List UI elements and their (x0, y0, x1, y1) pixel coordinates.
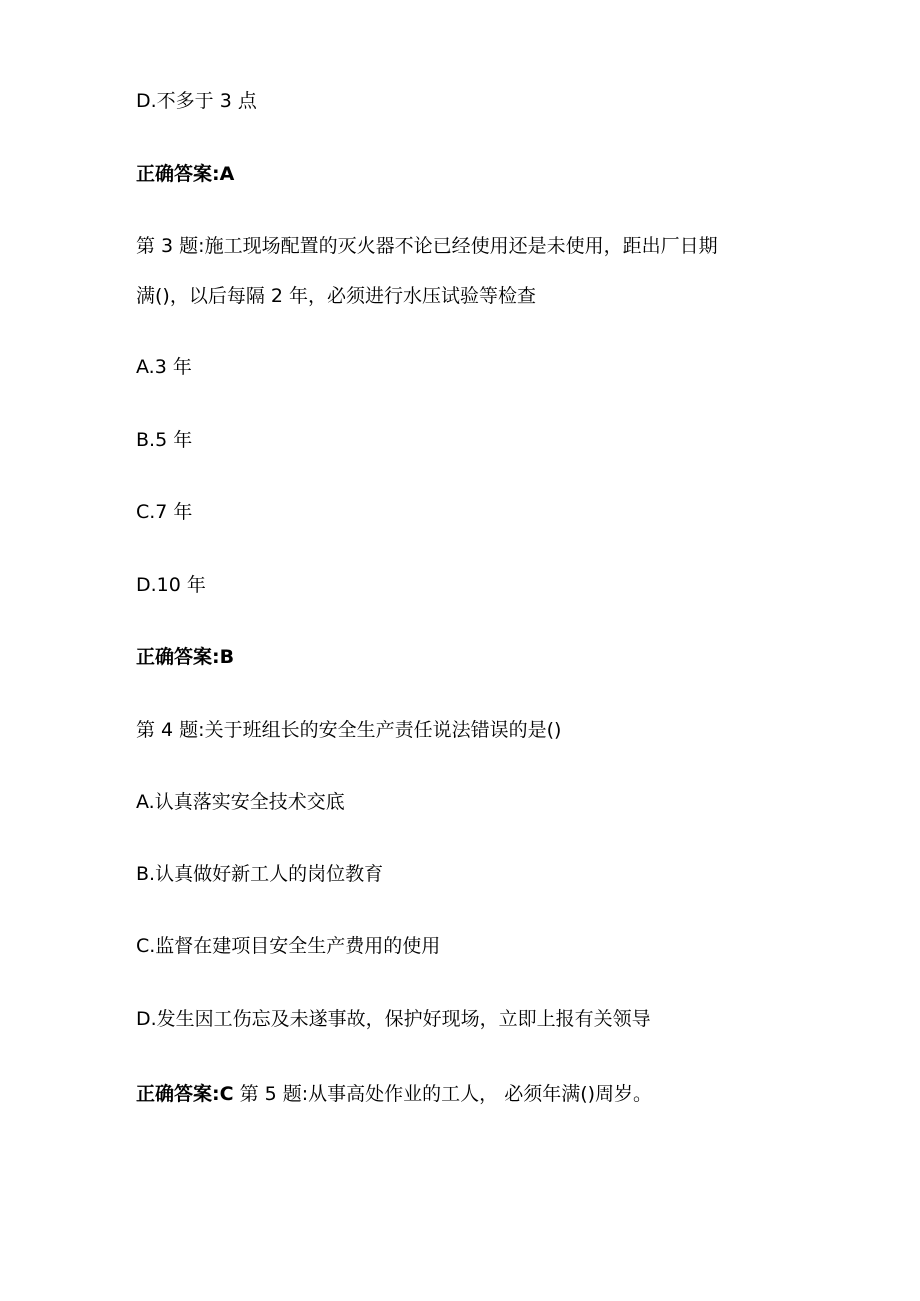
q4-answer: 正确答案:C (136, 1083, 234, 1105)
q2-answer: 正确答案:A (136, 163, 235, 185)
q3-option-c: C.7 年 (136, 501, 193, 523)
q3-option-d: D.10 年 (136, 574, 206, 596)
q3-option-b: B.5 年 (136, 429, 193, 451)
q4-answer-and-q5-line (136, 1082, 652, 1106)
q3-question-line1: 第 3 题:施工现场配置的灭火器不论已经使用还是未使用，距出厂日期 (136, 235, 718, 257)
q3-option-a: A.3 年 (136, 356, 192, 378)
q2-option-d: D.不多于 3 点 (136, 90, 257, 112)
q4-question: 第 4 题:关于班组长的安全生产责任说法错误的是() (136, 719, 562, 741)
q4-option-b: B.认真做好新工人的岗位教育 (136, 863, 384, 885)
q3-answer: 正确答案:B (136, 646, 235, 668)
q3-question-line2: 满()，以后每隔 2 年，必须进行水压试验等检查 (136, 285, 536, 307)
q4-option-a: A.认真落实安全技术交底 (136, 791, 345, 813)
q4-option-d: D.发生因工伤忘及未遂事故，保护好现场，立即上报有关领导 (136, 1008, 651, 1030)
q5-question: 第 5 题:从事高处作业的工人， 必须年满()周岁。 (233, 1083, 653, 1105)
q4-option-c: C.监督在建项目安全生产费用的使用 (136, 935, 441, 957)
